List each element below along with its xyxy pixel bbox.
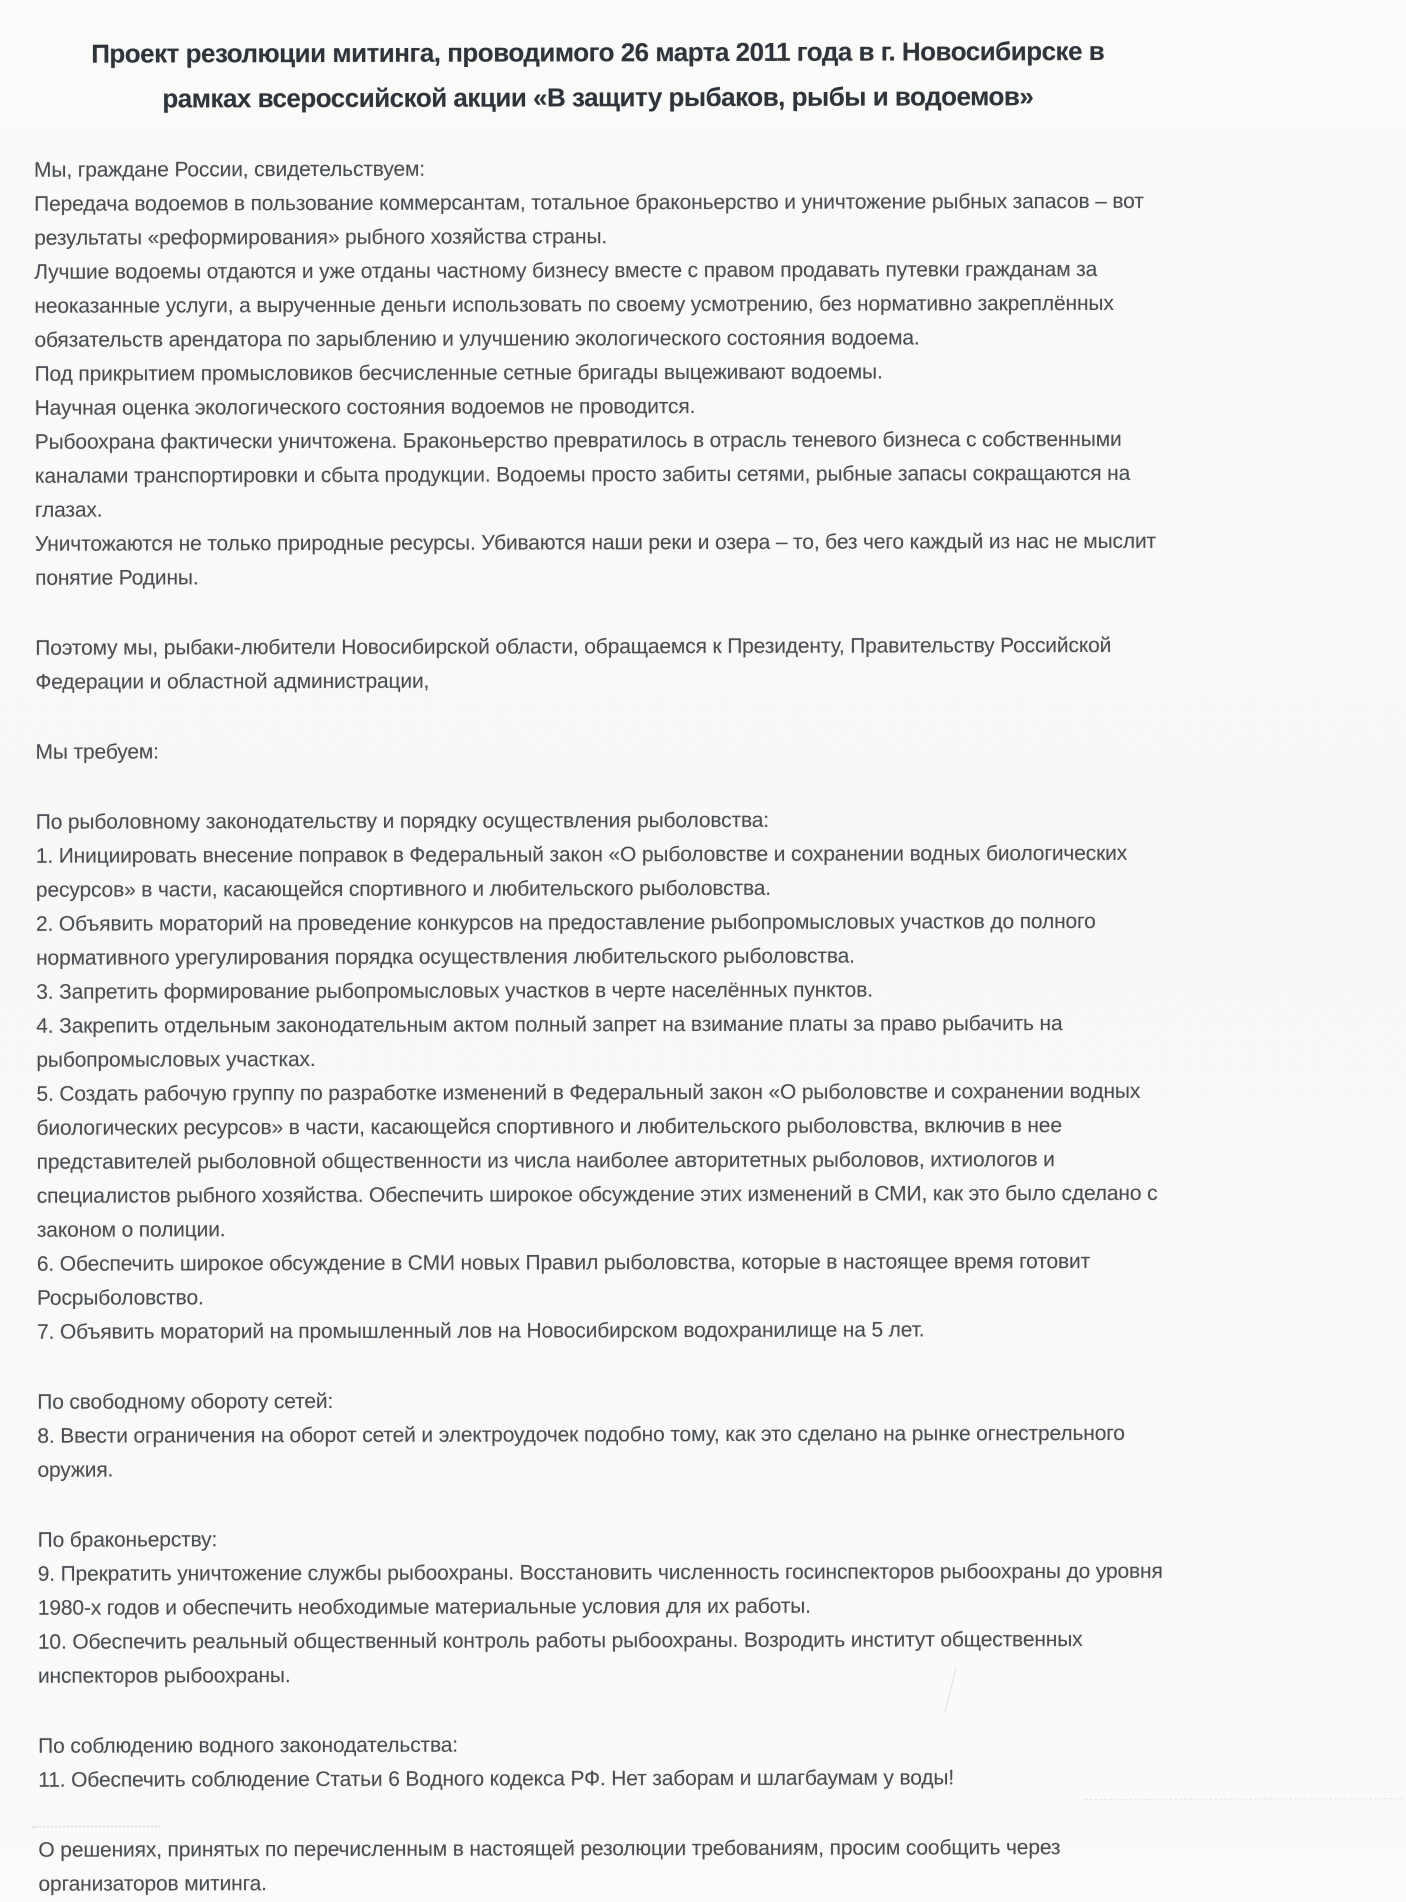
closing-paragraph: О решениях, принятых по перечисленным в настоящей резолюции требованиям, просим сообщить через организаторов митинга.	[38, 1836, 1061, 1896]
demand-item: 9. Прекратить уничтожение службы рыбоохраны. Восстановить численность госинспекторов рыбоохраны до уровня 1980-х годов и обеспечить необходимые материальные условия для их работы.	[37, 1559, 1163, 1620]
section-heading: По рыболовному законодательству и порядку осуществления рыболовства:	[35, 808, 769, 834]
preamble-paragraph: Лучшие водоемы отдаются и уже отданы частному бизнесу вместе с правом продавать путевки гражданам за неоказанные услуги, а вырученные деньги использовать по своему усмотрению, без нормативно закреплённых обязательств арендатора по зарыблению и улучшению экологического состояния водоема.	[34, 257, 1114, 352]
document-body	[34, 151, 1167, 1902]
preamble-paragraph: Передача водоемов в пользование коммерсантам, тотальное браконьерство и уничтожение рыбных запасов – вот результаты «реформирования» рыбного хозяйства страны.	[34, 189, 1144, 250]
demand-item: 8. Ввести ограничения на оборот сетей и электроудочек подобно тому, как это сделано на рынке огнестрельного оружия.	[37, 1421, 1125, 1482]
demand-item: 5. Создать рабочую группу по разработке изменений в Федеральный закон «О рыболовстве и сохранении водных биологических ресурсов» в части, касающейся спортивного и любительского рыболовства, включив в нее представителей рыболовной общественности из числа наиболее авторитетных рыболовов, ихтиологов и специалистов рыбного хозяйства. Обеспечить широкое обсуждение этих изменений в СМИ, как это было сделано с законом о полиции.	[36, 1079, 1158, 1242]
preamble-paragraph: Под прикрытием промысловиков бесчисленные сетные бригады выцеживают водоемы.	[34, 360, 883, 386]
preamble-paragraph: Уничтожаются не только природные ресурсы. Убиваются наши реки и озера – то, без чего каждый из нас не мыслит понятие Родины.	[34, 529, 1157, 590]
preamble-paragraph: Научная оценка экологического состояния водоемов не проводится.	[34, 395, 696, 420]
document-title-line-2: рамках всероссийской акции «В защиту рыбаков, рыбы и водоемов»	[162, 81, 1034, 114]
section-heading: По свободному обороту сетей:	[37, 1389, 334, 1414]
demand-item: 4. Закрепить отдельным законодательным актом полный запрет на взимание платы за право рыбачить на рыбопромысловых участках.	[36, 1012, 1063, 1072]
demand-item: 1. Инициировать внесение поправок в Федеральный закон «О рыболовстве и сохранении водных биологических ресурсов» в части, касающейся спортивного и любительского рыболовства.	[35, 841, 1128, 902]
preamble-paragraph: Мы, граждане России, свидетельствуем:	[33, 157, 425, 182]
demand-item: 3. Запретить формирование рыбопромысловых участков в черте населённых пунктов.	[36, 978, 873, 1004]
demand-item: 11. Обеспечить соблюдение Статьи 6 Водного кодекса РФ. Нет заборам и шлагбаумам у воды!	[38, 1766, 955, 1792]
demands-section-nets	[37, 1383, 1165, 1488]
demand-item: 6. Обеспечить широкое обсуждение в СМИ новых Правил рыболовства, которые в настоящее время готовит Росрыболовство.	[36, 1249, 1091, 1310]
demands-section-water-law	[38, 1727, 1166, 1798]
demand-item: 7. Объявить мораторий на промышленный лов на Новосибирском водохранилище на 5 лет.	[37, 1318, 925, 1344]
demand-item: 10. Обеспечить реальный общественный контроль работы рыбоохраны. Возродить институт общественных инспекторов рыбоохраны.	[37, 1628, 1083, 1688]
demands-heading: Мы требуем:	[35, 740, 159, 764]
section-heading: По соблюдению водного законодательства:	[38, 1733, 459, 1758]
appeal-paragraph: Поэтому мы, рыбаки-любители Новосибирской области, обращаемся к Президенту, Правительству Российской Федерации и областной администрации,	[35, 633, 1112, 694]
preamble-paragraph: Рыбоохрана фактически уничтожена. Браконьерство превратилось в отрасль теневого бизнеса с собственными каналами транспортировки и сбыта продукции. Водоемы просто забиты сетями, рыбные запасы сокращаются на глазах.	[34, 427, 1131, 522]
demands-section-fishing-law	[36, 803, 1165, 1350]
section-heading: По браконьерству:	[37, 1528, 218, 1552]
document-title	[34, 29, 1162, 122]
demands-section-poaching	[38, 1521, 1166, 1694]
demand-item: 2. Объявить мораторий на проведение конкурсов на предоставление рыбопромысловых участков до полного нормативного урегулирования порядка осуществления любительского рыболовства.	[35, 909, 1096, 970]
document-title-line-1: Проект резолюции митинга, проводимого 26 марта 2011 года в г. Новосибирске в	[91, 35, 1105, 69]
